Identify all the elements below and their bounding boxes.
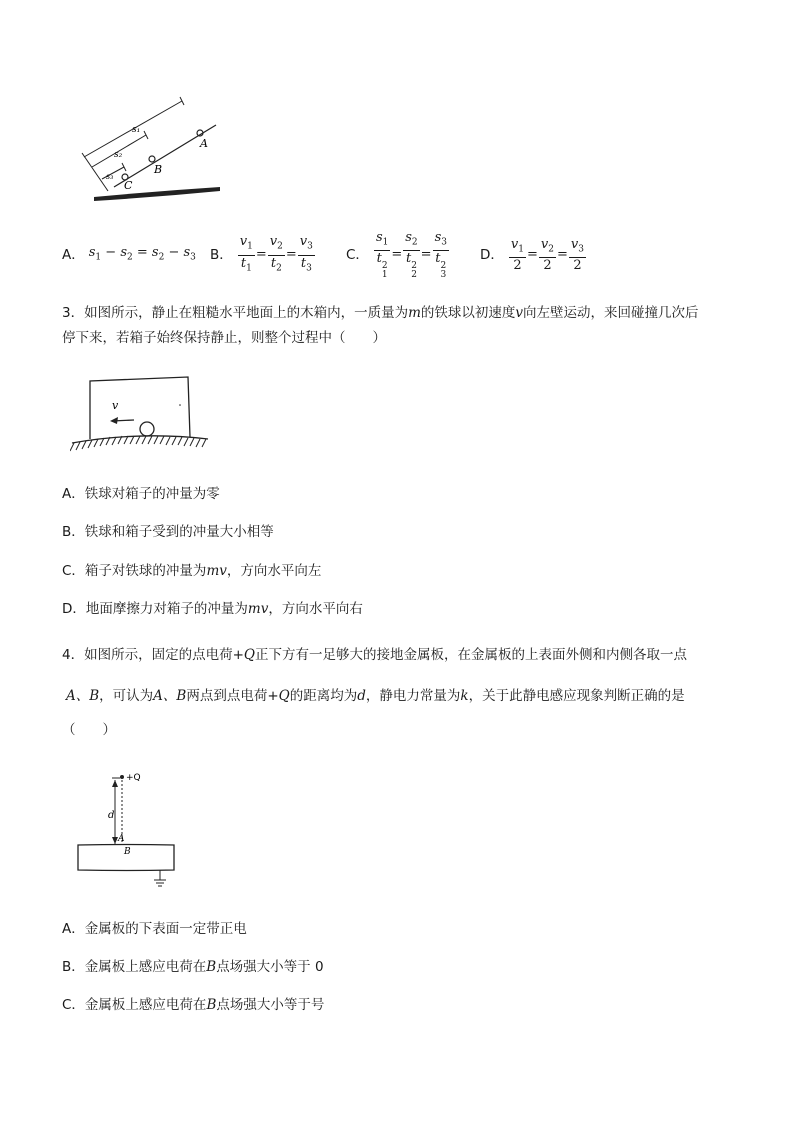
q2-option-b[interactable]: B． $\frac{v_1}{t_1}$ = $\frac{v_2}{t_2}$ = $\frac{v_3}{t_3}$ (210, 234, 346, 276)
q2-option-a[interactable]: A． $s_1 - s_2 = s_2 - s_3$ (62, 243, 210, 268)
q3-stem-line-2: 停下来，若箱子始终保持静止，则整个过程中（ ） (62, 330, 386, 346)
q2-option-a-expr: $s_1 - s_2 = s_2 - s_3$ (88, 244, 196, 263)
q3-stem-line-1: 3．如图所示，静止在粗糙水平地面上的木箱内，一质量为m的铁球以初速度v向左壁运动，来回碰撞几次后 (62, 305, 699, 321)
q2-option-c[interactable]: C． $s_1$ t 2 1 = $s_2$ t 2 2 = $s_3$ t 2 3 (346, 230, 480, 281)
q3-option-a[interactable]: A．铁球对箱子的冲量为零 (62, 486, 220, 502)
label-s2: s₂ (114, 150, 123, 160)
charge-label: +Q (126, 773, 141, 783)
q4-stem-line-2: A、B，可认为A、B两点到点电荷+Q的距离均为d，静电力常量为k，关于此静电感应现象判断正确的是 (66, 688, 685, 704)
q3-option-d[interactable]: D．地面摩擦力对箱子的冲量为mv，方向水平向右 (62, 601, 363, 617)
iron-ball (140, 422, 154, 436)
q2-incline-figure (78, 95, 228, 207)
distance-label: d (108, 810, 115, 821)
ball-b (149, 156, 155, 162)
point-b-label: B (124, 847, 131, 857)
q2-option-d-expr: $\frac{v_1}{2}$ = $\frac{v_2}{2}$ = $\frac{v_3}{2}$ (510, 236, 584, 274)
q3-option-c[interactable]: C．箱子对铁球的冲量为mv，方向水平向左 (62, 563, 322, 579)
q2-option-b-expr: $\frac{v_1}{t_1}$ = $\frac{v_2}{t_2}$ = $\frac{v_3}{t_3}$ (239, 233, 313, 274)
incline-line (114, 125, 216, 187)
q3-box-figure (70, 375, 210, 455)
q3-option-b[interactable]: B．铁球和箱子受到的冲量大小相等 (62, 524, 274, 540)
ground-hatch (94, 187, 220, 201)
label-s3: s₃ (106, 172, 114, 181)
label-c: C (124, 179, 133, 192)
q4-stem-line-1: 4．如图所示，固定的点电荷+Q正下方有一足够大的接地金属板，在金属板的上表面外侧和内侧各取一点 (62, 647, 687, 663)
velocity-label: v (112, 399, 119, 412)
q2-options-row (62, 229, 587, 281)
point-a-label: A (118, 834, 125, 844)
q4-option-b[interactable]: B．金属板上感应电荷在B点场强大小等于 0 (62, 959, 324, 975)
point-charge (120, 775, 124, 779)
q4-option-c[interactable]: C．金属板上感应电荷在B点场强大小等于号 (62, 997, 325, 1013)
q2-option-c-expr: $s_1$ t 2 1 = $s_2$ t 2 2 = $s_3$ t 2 3 (375, 229, 447, 281)
q4-plate-figure (72, 768, 182, 890)
label-s1: s₁ (132, 125, 141, 135)
q4-option-a[interactable]: A．金属板的下表面一定带正电 (62, 921, 247, 937)
q2-option-d[interactable]: D． $\frac{v_1}{2}$ = $\frac{v_2}{2}$ = $\frac{v_3}{2}$ (480, 237, 587, 274)
label-b: B (154, 163, 163, 176)
q4-stem-line-3: （ ） (62, 722, 116, 738)
velocity-arrowhead (110, 417, 118, 424)
label-a: A (200, 137, 208, 150)
